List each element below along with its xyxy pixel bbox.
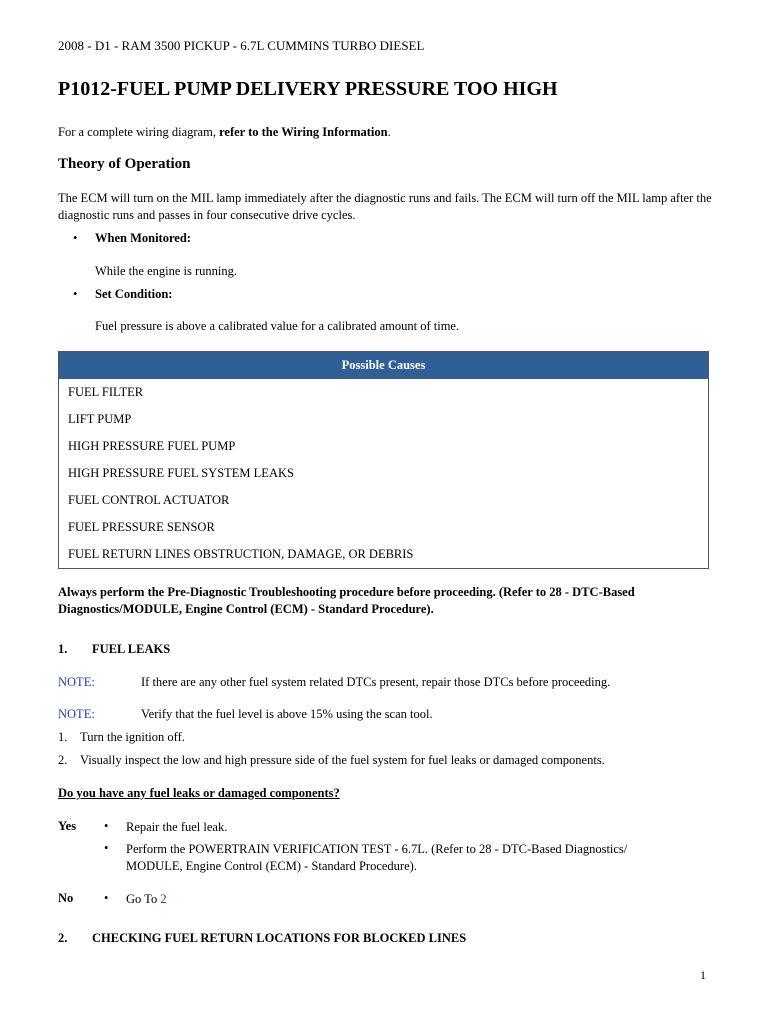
wiring-reference <box>58 125 391 140</box>
list-item: Visually inspect the low and high pressure side of the fuel system for fuel leaks or damaged components. <box>80 753 605 767</box>
bullet-dot: • <box>73 231 78 245</box>
note-label: NOTE: <box>58 707 95 721</box>
yes-label: Yes <box>58 819 77 833</box>
pre-diagnostic-instruction: Always perform the Pre-Diagnostic Troubleshooting procedure before proceeding. (Refer to 28 - DTC-Based Diagnostics/MODULE, Engine Control (ECM) - Standard Procedure). <box>58 585 635 616</box>
go-to-prefix: Go To <box>126 892 161 906</box>
theory-text: The ECM will turn on the MIL lamp immediately after the diagnostic runs and fails. The ECM will turn off the MIL lamp after the diagnostic runs and passes in four consecutive drive cycles. <box>58 191 712 222</box>
go-to-step-2-link[interactable]: 2 <box>160 892 167 906</box>
list-number: 1. <box>58 730 68 744</box>
set-condition-text: Fuel pressure is above a calibrated value for a calibrated amount of time. <box>95 319 460 333</box>
step-title-fuel-return: CHECKING FUEL RETURN LOCATIONS FOR BLOCKED LINES <box>92 931 467 945</box>
step-number: 2. <box>58 931 68 945</box>
note-text: Verify that the fuel level is above 15% using the scan tool. <box>141 707 433 721</box>
cause-row: FUEL RETURN LINES OBSTRUCTION, DAMAGE, OR DEBRIS <box>68 547 414 561</box>
note-text: If there are any other fuel system related DTCs present, repair those DTCs before proceeding. <box>141 675 611 689</box>
wiring-information-link[interactable]: refer to the Wiring Information <box>219 125 388 139</box>
possible-causes-header: Possible Causes <box>59 352 708 379</box>
note-label: NOTE: <box>58 675 95 689</box>
possible-causes-table <box>58 351 709 569</box>
yes-item: Perform the POWERTRAIN VERIFICATION TEST - 6.7L. (Refer to 28 - DTC-Based Diagnostics/ MODULE, Engine Control (ECM) - Standard Procedure). <box>126 842 628 873</box>
when-monitored-label: When Monitored: <box>95 231 191 245</box>
page-number: 1 <box>700 968 706 982</box>
wiring-prefix: For a complete wiring diagram, <box>58 125 220 139</box>
cause-row: HIGH PRESSURE FUEL SYSTEM LEAKS <box>68 466 294 480</box>
bullet-dot: • <box>104 891 109 905</box>
no-label: No <box>58 891 74 905</box>
when-monitored-text: While the engine is running. <box>95 264 237 278</box>
cause-row: FUEL PRESSURE SENSOR <box>68 520 215 534</box>
fuel-leak-question: Do you have any fuel leaks or damaged components? <box>58 786 340 800</box>
wiring-suffix: . <box>387 125 391 139</box>
bullet-dot: • <box>104 819 109 833</box>
page-title: P1012-FUEL PUMP DELIVERY PRESSURE TOO HIGH <box>58 78 558 100</box>
step-number: 1. <box>58 642 68 656</box>
cause-row: FUEL CONTROL ACTUATOR <box>68 493 230 507</box>
set-condition-label: Set Condition: <box>95 287 173 301</box>
cause-row: FUEL FILTER <box>68 385 144 399</box>
theory-heading: Theory of Operation <box>58 156 191 172</box>
cause-row: HIGH PRESSURE FUEL PUMP <box>68 439 236 453</box>
bullet-dot: • <box>73 287 78 301</box>
no-item <box>126 891 167 908</box>
cause-row: LIFT PUMP <box>68 412 132 426</box>
vehicle-header: 2008 - D1 - RAM 3500 PICKUP - 6.7L CUMMINS TURBO DIESEL <box>58 38 425 53</box>
list-item: Turn the ignition off. <box>80 730 185 744</box>
list-number: 2. <box>58 753 68 767</box>
step-title-fuel-leaks: FUEL LEAKS <box>92 642 171 656</box>
yes-item: Repair the fuel leak. <box>126 820 228 834</box>
bullet-dot: • <box>104 841 109 855</box>
